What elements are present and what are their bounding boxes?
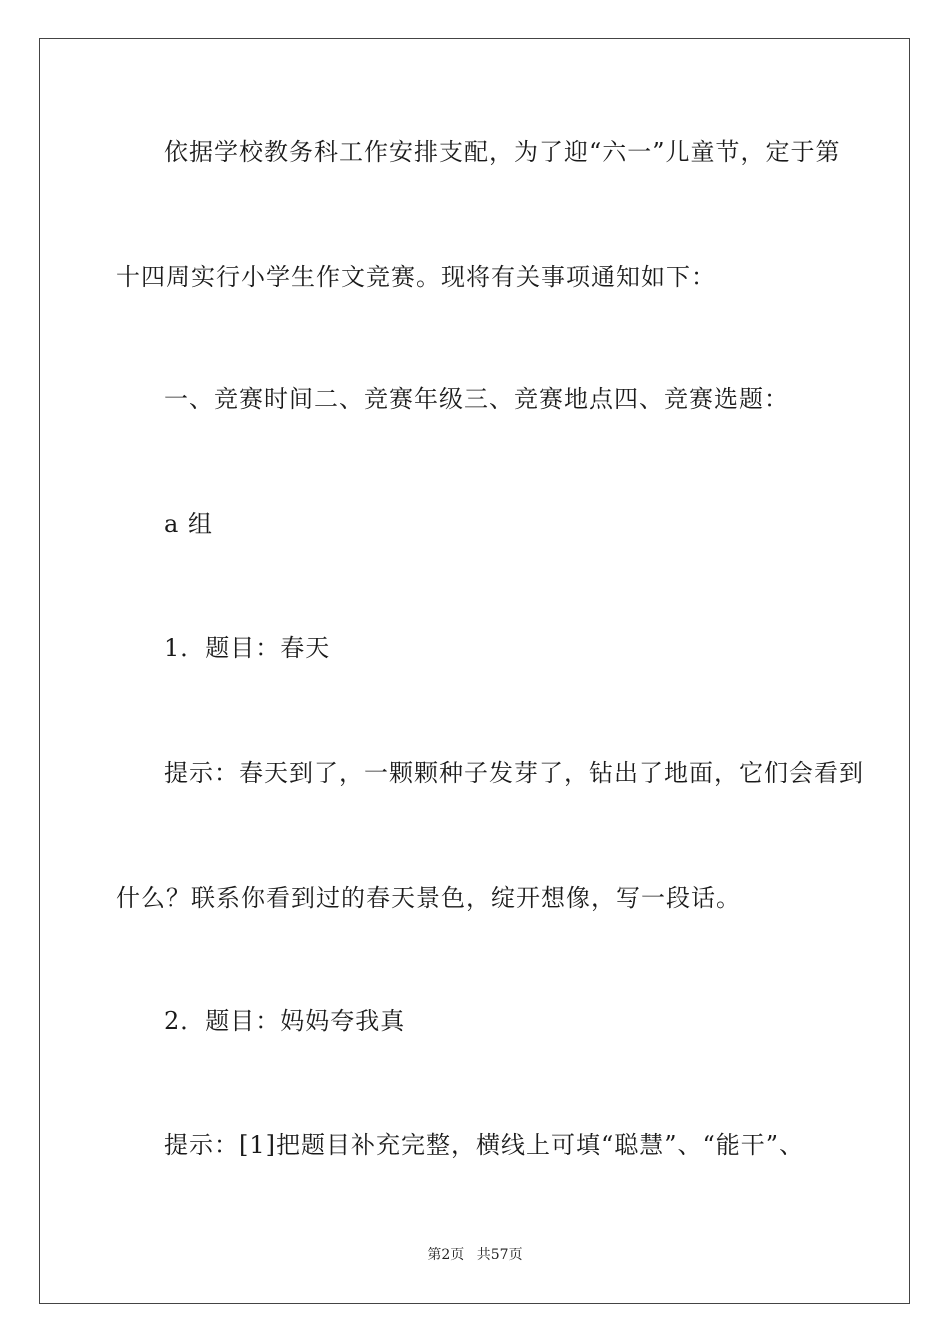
paragraph-line-2: 十四周实行小学生作文竞赛。现将有关事项通知如下： — [116, 263, 716, 291]
paragraph-line-9: 提示：[1]把题目补充完整，横线上可填“聪慧”、“能干”、 — [164, 1131, 805, 1159]
paragraph-line-7: 什么？联系你看到过的春天景色，绽开想像，写一段话。 — [116, 884, 741, 912]
paragraph-line-6: 提示：春天到了，一颗颗种子发芽了，钻出了地面，它们会看到 — [164, 759, 864, 787]
paragraph-line-1: 依据学校教务科工作安排支配，为了迎“六一”儿童节，定于第 — [164, 138, 841, 166]
paragraph-line-4: a 组 — [164, 510, 213, 538]
page-border — [39, 38, 910, 1304]
page-number: 第2页 — [427, 1247, 465, 1263]
page-footer — [0, 1246, 950, 1264]
paragraph-line-3: 一、竞赛时间二、竞赛年级三、竞赛地点四、竞赛选题： — [164, 385, 789, 413]
page-total: 共57页 — [476, 1247, 523, 1263]
paragraph-line-8: 2．题目：妈妈夸我真 — [164, 1007, 406, 1035]
paragraph-line-5: 1．题目：春天 — [164, 634, 331, 662]
